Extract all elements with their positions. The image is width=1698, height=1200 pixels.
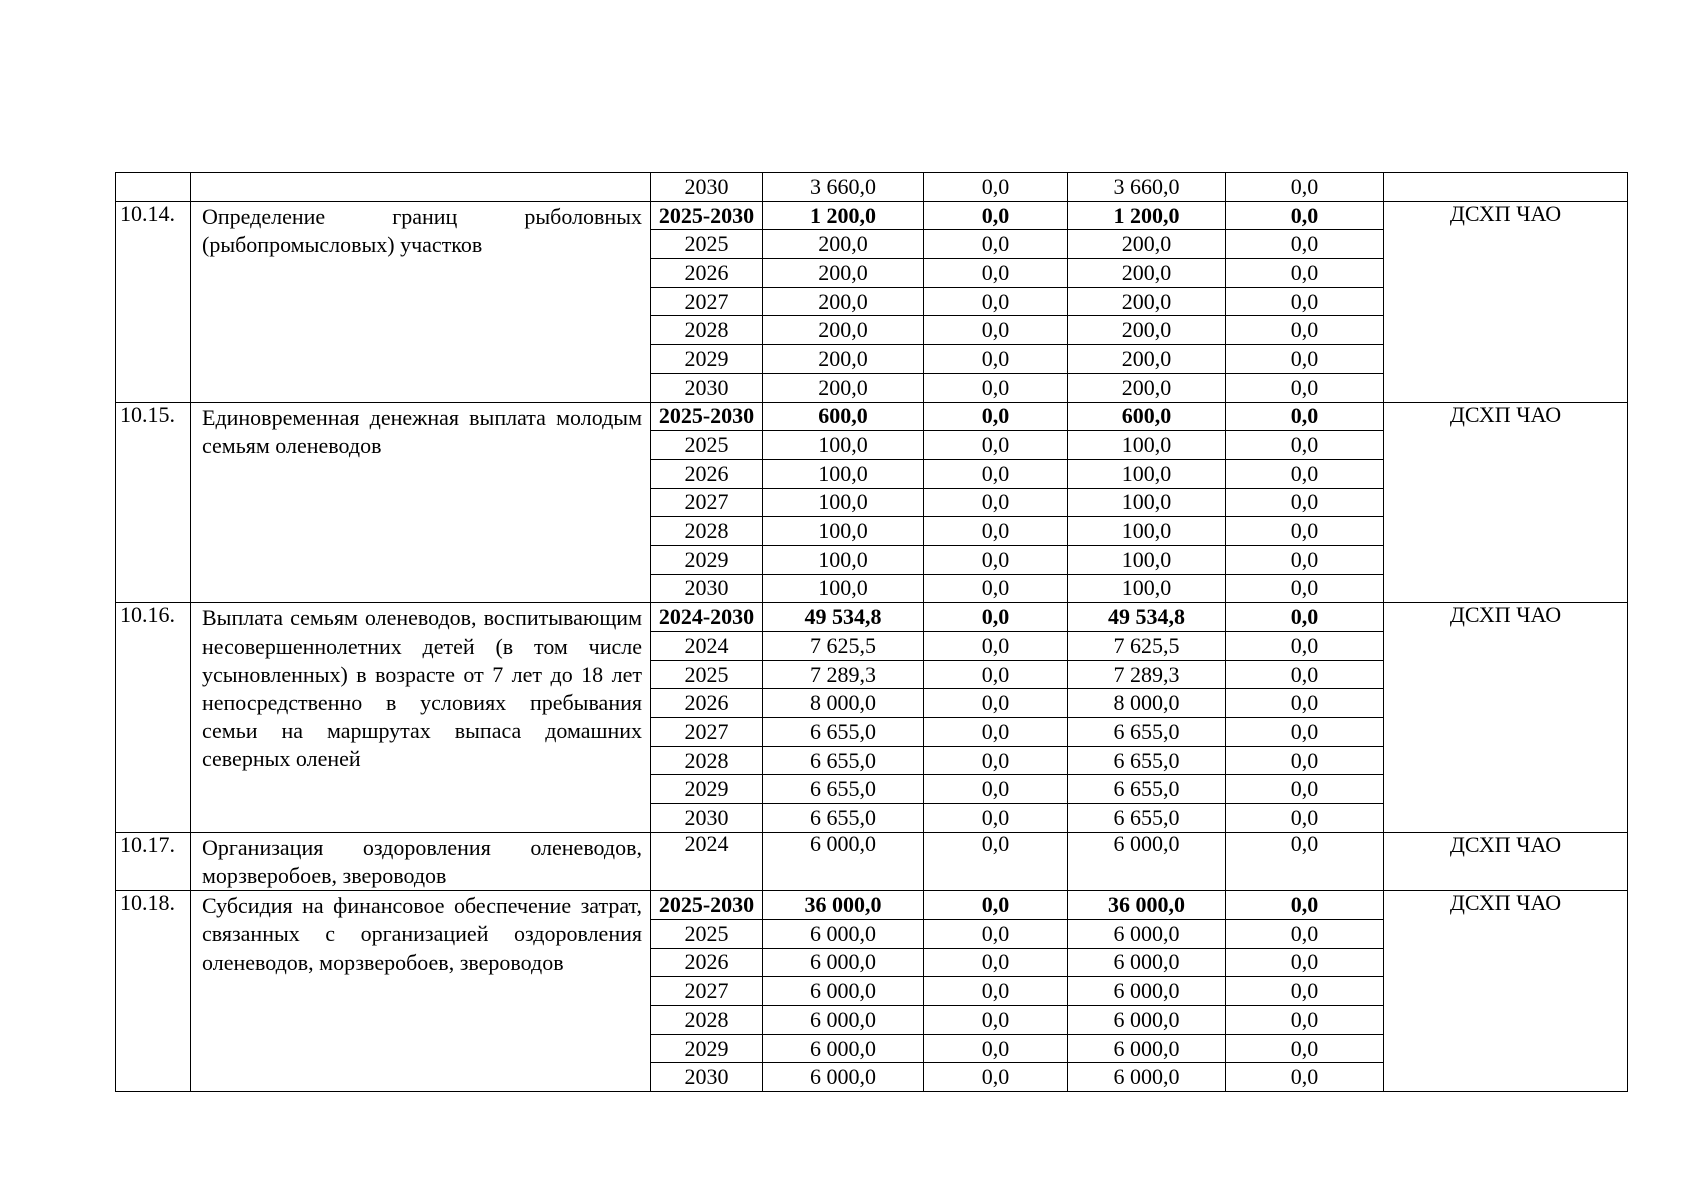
value-cell-other: 0,0 [1226,345,1384,374]
year-cell: 2029 [651,1034,763,1063]
value-cell-other: 0,0 [1226,1034,1384,1063]
value-cell-federal: 0,0 [924,545,1068,574]
value-cell-federal: 0,0 [924,775,1068,804]
value-cell-regional: 600,0 [1068,402,1226,431]
value-cell-regional: 200,0 [1068,230,1226,259]
value-cell-total: 200,0 [763,316,924,345]
table-row [116,832,1628,890]
value-cell-total: 6 655,0 [763,775,924,804]
table-row [116,603,1628,632]
value-cell-total: 6 655,0 [763,718,924,747]
value-cell-regional: 3 660,0 [1068,173,1226,202]
year-cell: 2030 [651,373,763,402]
value-cell-total: 100,0 [763,431,924,460]
value-cell-regional: 200,0 [1068,373,1226,402]
value-cell-other: 0,0 [1226,689,1384,718]
value-cell-regional: 6 000,0 [1068,1063,1226,1092]
value-cell-federal: 0,0 [924,891,1068,920]
value-cell-total: 6 000,0 [763,832,924,890]
item-number-cell: 10.15. [116,402,191,603]
value-cell-other: 0,0 [1226,919,1384,948]
table-row [116,402,1628,431]
value-cell-federal: 0,0 [924,603,1068,632]
value-cell-other: 0,0 [1226,201,1384,230]
budget-table [115,172,1628,1092]
value-cell-federal: 0,0 [924,1034,1068,1063]
value-cell-regional: 6 000,0 [1068,832,1226,890]
value-cell-regional: 6 000,0 [1068,919,1226,948]
year-cell: 2028 [651,316,763,345]
value-cell-other: 0,0 [1226,832,1384,890]
value-cell-other: 0,0 [1226,488,1384,517]
value-cell-total: 100,0 [763,545,924,574]
value-cell-other: 0,0 [1226,431,1384,460]
value-cell-regional: 6 655,0 [1068,746,1226,775]
value-cell-federal: 0,0 [924,804,1068,833]
value-cell-total: 100,0 [763,488,924,517]
value-cell-regional: 200,0 [1068,259,1226,288]
value-cell-federal: 0,0 [924,259,1068,288]
value-cell-federal: 0,0 [924,316,1068,345]
value-cell-regional: 200,0 [1068,287,1226,316]
value-cell-total: 100,0 [763,459,924,488]
value-cell-regional: 100,0 [1068,488,1226,517]
value-cell-federal: 0,0 [924,173,1068,202]
year-cell: 2025 [651,660,763,689]
executor-cell: ДСХП ЧАО [1384,603,1628,833]
table-body [116,173,1628,1092]
value-cell-total: 36 000,0 [763,891,924,920]
value-cell-other: 0,0 [1226,948,1384,977]
value-cell-total: 1 200,0 [763,201,924,230]
value-cell-other: 0,0 [1226,402,1384,431]
value-cell-other: 0,0 [1226,1063,1384,1092]
value-cell-other: 0,0 [1226,775,1384,804]
value-cell-federal: 0,0 [924,517,1068,546]
value-cell-total: 49 534,8 [763,603,924,632]
year-cell: 2029 [651,545,763,574]
value-cell-other: 0,0 [1226,632,1384,661]
value-cell-federal: 0,0 [924,574,1068,603]
year-cell: 2026 [651,689,763,718]
executor-cell: ДСХП ЧАО [1384,402,1628,603]
item-description-cell: Выплата семьям оленеводов, воспитывающим несовершеннолетних детей (в том числе усыновленных) в возрасте от 7 лет до 18 лет непосредственно в условиях пребывания семьи на маршрутах выпаса домашних северных оленей [191,603,651,833]
year-cell: 2028 [651,517,763,546]
value-cell-other: 0,0 [1226,718,1384,747]
value-cell-regional: 6 655,0 [1068,775,1226,804]
item-number-cell: 10.17. [116,832,191,890]
value-cell-other: 0,0 [1226,574,1384,603]
value-cell-regional: 7 625,5 [1068,632,1226,661]
year-cell: 2028 [651,746,763,775]
value-cell-federal: 0,0 [924,919,1068,948]
value-cell-federal: 0,0 [924,948,1068,977]
year-cell: 2028 [651,1005,763,1034]
value-cell-total: 6 655,0 [763,804,924,833]
table-row [116,201,1628,230]
value-cell-regional: 6 655,0 [1068,718,1226,747]
item-description-cell: Единовременная денежная выплата молодым семьям оленеводов [191,402,651,603]
value-cell-total: 600,0 [763,402,924,431]
year-cell: 2030 [651,574,763,603]
year-cell: 2025 [651,431,763,460]
value-cell-federal: 0,0 [924,431,1068,460]
year-cell: 2030 [651,804,763,833]
value-cell-total: 8 000,0 [763,689,924,718]
value-cell-regional: 6 000,0 [1068,977,1226,1006]
value-cell-regional: 6 000,0 [1068,948,1226,977]
value-cell-total: 6 000,0 [763,977,924,1006]
year-cell: 2024 [651,632,763,661]
year-cell: 2025-2030 [651,891,763,920]
value-cell-regional: 36 000,0 [1068,891,1226,920]
value-cell-other: 0,0 [1226,373,1384,402]
value-cell-federal: 0,0 [924,689,1068,718]
item-number-cell: 10.14. [116,201,191,402]
table-row-carryover [116,173,1628,202]
value-cell-total: 200,0 [763,259,924,288]
year-cell: 2025 [651,230,763,259]
value-cell-regional: 49 534,8 [1068,603,1226,632]
item-description-cell: Субсидия на финансовое обеспечение затрат, связанных с организацией оздоровления оленеводов, морзверобоев, звероводов [191,891,651,1092]
value-cell-other: 0,0 [1226,603,1384,632]
value-cell-total: 6 000,0 [763,919,924,948]
value-cell-other: 0,0 [1226,259,1384,288]
year-cell: 2030 [651,173,763,202]
value-cell-total: 7 289,3 [763,660,924,689]
value-cell-federal: 0,0 [924,201,1068,230]
value-cell-federal: 0,0 [924,977,1068,1006]
value-cell-federal: 0,0 [924,718,1068,747]
value-cell-other: 0,0 [1226,287,1384,316]
value-cell-other: 0,0 [1226,230,1384,259]
executor-cell [1384,173,1628,202]
value-cell-total: 200,0 [763,373,924,402]
value-cell-regional: 100,0 [1068,517,1226,546]
value-cell-total: 7 625,5 [763,632,924,661]
year-cell: 2026 [651,459,763,488]
value-cell-other: 0,0 [1226,660,1384,689]
year-cell: 2027 [651,718,763,747]
item-number-cell: 10.18. [116,891,191,1092]
year-cell: 2029 [651,345,763,374]
value-cell-federal: 0,0 [924,1005,1068,1034]
value-cell-federal: 0,0 [924,746,1068,775]
value-cell-other: 0,0 [1226,173,1384,202]
value-cell-total: 6 000,0 [763,1034,924,1063]
value-cell-total: 6 000,0 [763,1005,924,1034]
item-description-cell: Организация оздоровления оленеводов, морзверобоев, звероводов [191,832,651,890]
value-cell-regional: 200,0 [1068,345,1226,374]
value-cell-other: 0,0 [1226,545,1384,574]
value-cell-total: 100,0 [763,574,924,603]
value-cell-federal: 0,0 [924,373,1068,402]
value-cell-other: 0,0 [1226,804,1384,833]
value-cell-federal: 0,0 [924,459,1068,488]
value-cell-federal: 0,0 [924,402,1068,431]
executor-cell: ДСХП ЧАО [1384,832,1628,890]
value-cell-total: 200,0 [763,287,924,316]
year-cell: 2029 [651,775,763,804]
year-cell: 2025 [651,919,763,948]
value-cell-regional: 100,0 [1068,545,1226,574]
value-cell-federal: 0,0 [924,345,1068,374]
year-cell: 2026 [651,259,763,288]
item-description-cell [191,173,651,202]
value-cell-federal: 0,0 [924,660,1068,689]
value-cell-regional: 100,0 [1068,574,1226,603]
value-cell-regional: 7 289,3 [1068,660,1226,689]
value-cell-federal: 0,0 [924,632,1068,661]
year-cell: 2026 [651,948,763,977]
value-cell-regional: 100,0 [1068,431,1226,460]
value-cell-federal: 0,0 [924,832,1068,890]
value-cell-federal: 0,0 [924,488,1068,517]
value-cell-other: 0,0 [1226,1005,1384,1034]
value-cell-regional: 8 000,0 [1068,689,1226,718]
year-cell: 2030 [651,1063,763,1092]
value-cell-regional: 100,0 [1068,459,1226,488]
year-cell: 2027 [651,287,763,316]
table-row [116,891,1628,920]
year-cell: 2024 [651,832,763,890]
value-cell-total: 6 655,0 [763,746,924,775]
value-cell-other: 0,0 [1226,891,1384,920]
value-cell-other: 0,0 [1226,977,1384,1006]
year-cell: 2027 [651,488,763,517]
value-cell-total: 100,0 [763,517,924,546]
value-cell-federal: 0,0 [924,287,1068,316]
value-cell-other: 0,0 [1226,316,1384,345]
value-cell-federal: 0,0 [924,1063,1068,1092]
value-cell-federal: 0,0 [924,230,1068,259]
value-cell-total: 3 660,0 [763,173,924,202]
year-cell: 2024-2030 [651,603,763,632]
item-number-cell: 10.16. [116,603,191,833]
year-cell: 2025-2030 [651,201,763,230]
value-cell-regional: 6 000,0 [1068,1034,1226,1063]
value-cell-other: 0,0 [1226,746,1384,775]
value-cell-total: 6 000,0 [763,1063,924,1092]
value-cell-other: 0,0 [1226,459,1384,488]
item-number-cell [116,173,191,202]
value-cell-regional: 6 000,0 [1068,1005,1226,1034]
executor-cell: ДСХП ЧАО [1384,891,1628,1092]
item-description-cell: Определение границ рыболовных (рыбопромысловых) участков [191,201,651,402]
value-cell-regional: 1 200,0 [1068,201,1226,230]
year-cell: 2025-2030 [651,402,763,431]
year-cell: 2027 [651,977,763,1006]
value-cell-other: 0,0 [1226,517,1384,546]
executor-cell: ДСХП ЧАО [1384,201,1628,402]
value-cell-total: 200,0 [763,345,924,374]
value-cell-regional: 200,0 [1068,316,1226,345]
value-cell-regional: 6 655,0 [1068,804,1226,833]
value-cell-total: 6 000,0 [763,948,924,977]
value-cell-total: 200,0 [763,230,924,259]
